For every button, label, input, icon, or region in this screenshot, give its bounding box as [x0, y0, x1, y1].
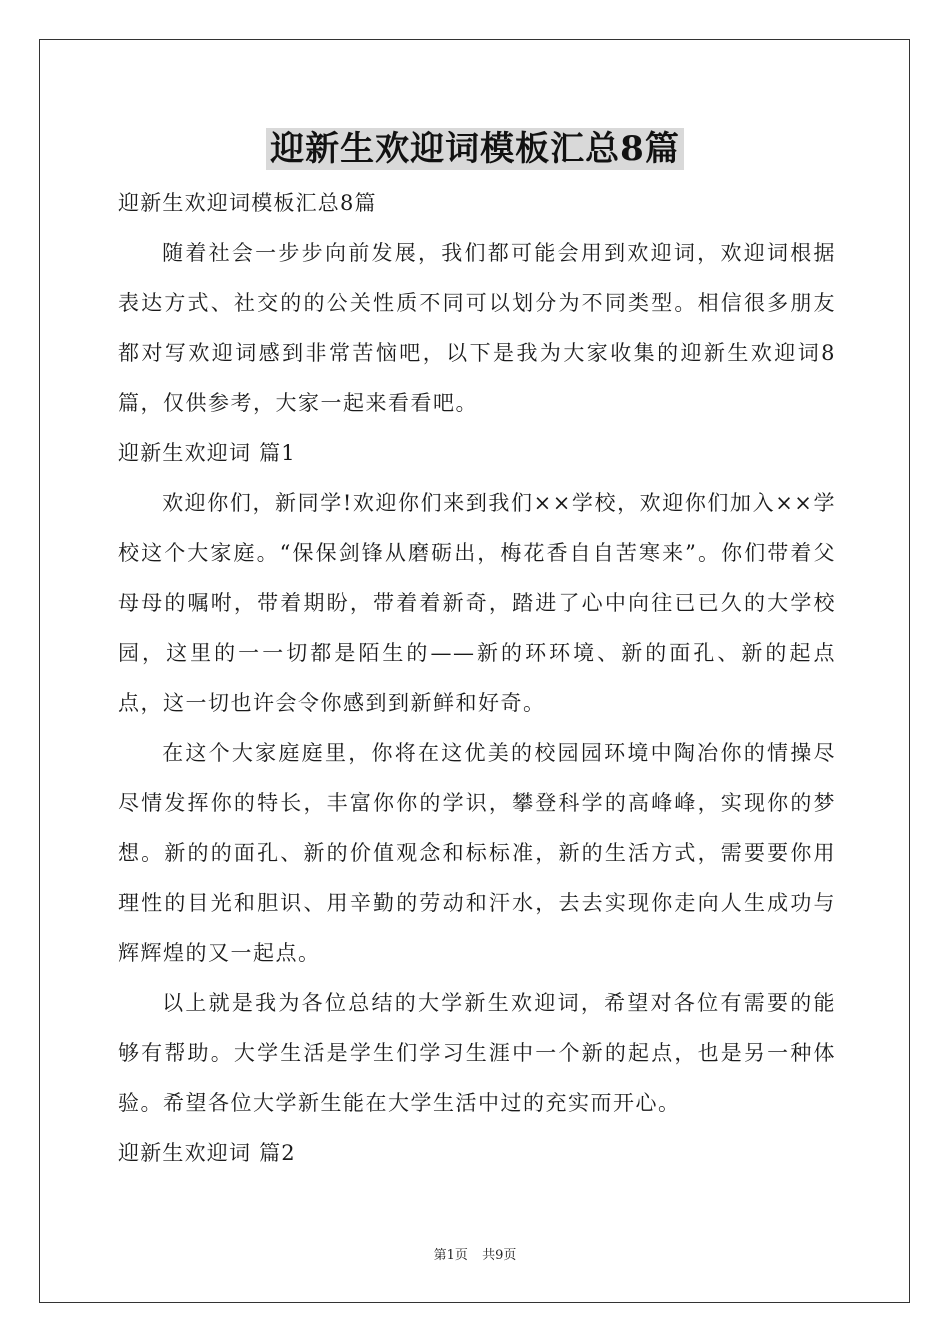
- intro-paragraph: 随着社会一步步向前发展，我们都可能会用到欢迎词，欢迎词根据表达方式、社交的的公关性质不同可以划分为不同类型。相信很多朋友都对写欢迎词感到非常苦恼吧，以下是我为大家收集的迎新生欢迎词8篇，仅供参考，大家一起来看看吧。: [118, 241, 836, 415]
- section1-paragraph: 欢迎你们，新同学!欢迎你们来到我们××学校，欢迎你们加入××学校这个大家庭。“保保剑锋从磨砺出，梅花香自自苦寒来”。你们带着父母母的嘱咐，带着期盼，带着着新奇，踏进了心中向往已已久的大学校园，这里的一一切都是陌生的——新的环环境、新的面孔、新的起点点，这一切也许会令你感到到新鲜和好奇。: [118, 491, 836, 715]
- page-number: 第1页: [433, 1248, 468, 1263]
- document-subtitle: 迎新生欢迎词模板汇总8篇: [118, 191, 377, 215]
- page-footer: [0, 1247, 950, 1265]
- document-title: 迎新生欢迎词模板汇总8篇: [266, 128, 684, 170]
- title-wrap: [0, 128, 950, 170]
- section1-paragraph: 在这个大家庭庭里，你将在这优美的校园园环境中陶冶你的情操尽尽情发挥你的特长，丰富你你的学识，攀登科学的高峰峰，实现你的梦想。新的的面孔、新的价值观念和标标准，新的生活方式，需要要你用理性的目光和胆识、用辛勤的劳动和汗水，去去实现你走向人生成功与辉辉煌的又一起点。: [118, 741, 836, 965]
- document-body: [118, 178, 836, 1178]
- section1-paragraph: 以上就是我为各位总结的大学新生欢迎词，希望对各位有需要的能够有帮助。大学生活是学生们学习生涯中一个新的起点，也是另一种体验。希望各位大学新生能在大学生活中过的充实而开心。: [118, 991, 836, 1115]
- section-heading-1: 迎新生欢迎词 篇1: [118, 441, 296, 465]
- section-heading-2: 迎新生欢迎词 篇2: [118, 1141, 296, 1165]
- page-total: 共9页: [482, 1248, 517, 1263]
